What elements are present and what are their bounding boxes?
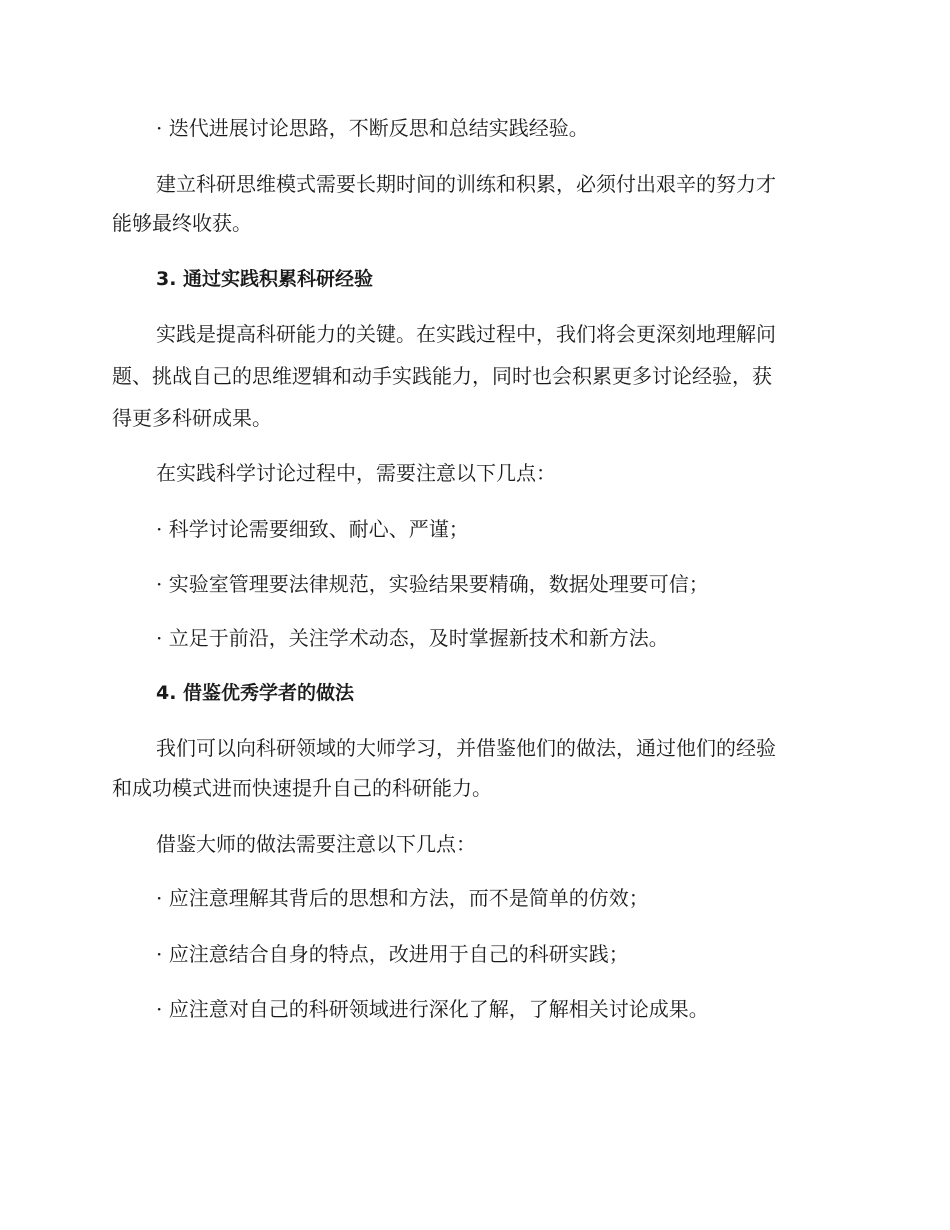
bullet-item: · 实验室管理要法律规范，实验结果要精确，数据处理要可信； <box>156 572 709 596</box>
paragraph-line: 我们可以向科研领域的大师学习，并借鉴他们的做法，通过他们的经验 <box>156 736 776 760</box>
paragraph-line: 实践是提高科研能力的关键。在实践过程中，我们将会更深刻地理解问 <box>156 322 776 346</box>
section-heading: 3. 通过实践积累科研经验 <box>156 268 374 290</box>
paragraph-line: 得更多科研成果。 <box>112 406 272 430</box>
section-heading: 4. 借鉴优秀学者的做法 <box>156 682 355 704</box>
bullet-item: · 科学讨论需要细致、耐心、严谨； <box>156 517 469 541</box>
paragraph-line: 建立科研思维模式需要长期时间的训练和积累，必须付出艰辛的努力才 <box>156 172 776 196</box>
bullet-item: · 应注意对自己的科研领域进行深化了解，了解相关讨论成果。 <box>156 997 709 1021</box>
bullet-item: · 应注意结合自身的特点，改进用于自己的科研实践； <box>156 942 629 966</box>
bullet-item: · 迭代进展讨论思路，不断反思和总结实践经验。 <box>156 116 589 140</box>
bullet-item: · 立足于前沿，关注学术动态，及时掌握新技术和新方法。 <box>156 626 669 650</box>
paragraph-line: 题、挑战自己的思维逻辑和动手实践能力，同时也会积累更多讨论经验，获 <box>112 364 772 388</box>
paragraph-line: 在实践科学讨论过程中，需要注意以下几点： <box>156 461 556 485</box>
paragraph-line: 借鉴大师的做法需要注意以下几点： <box>156 832 476 856</box>
paragraph-line: 和成功模式进而快速提升自己的科研能力。 <box>112 776 492 800</box>
paragraph-line: 能够最终收获。 <box>112 211 252 235</box>
bullet-item: · 应注意理解其背后的思想和方法，而不是简单的仿效； <box>156 886 649 910</box>
